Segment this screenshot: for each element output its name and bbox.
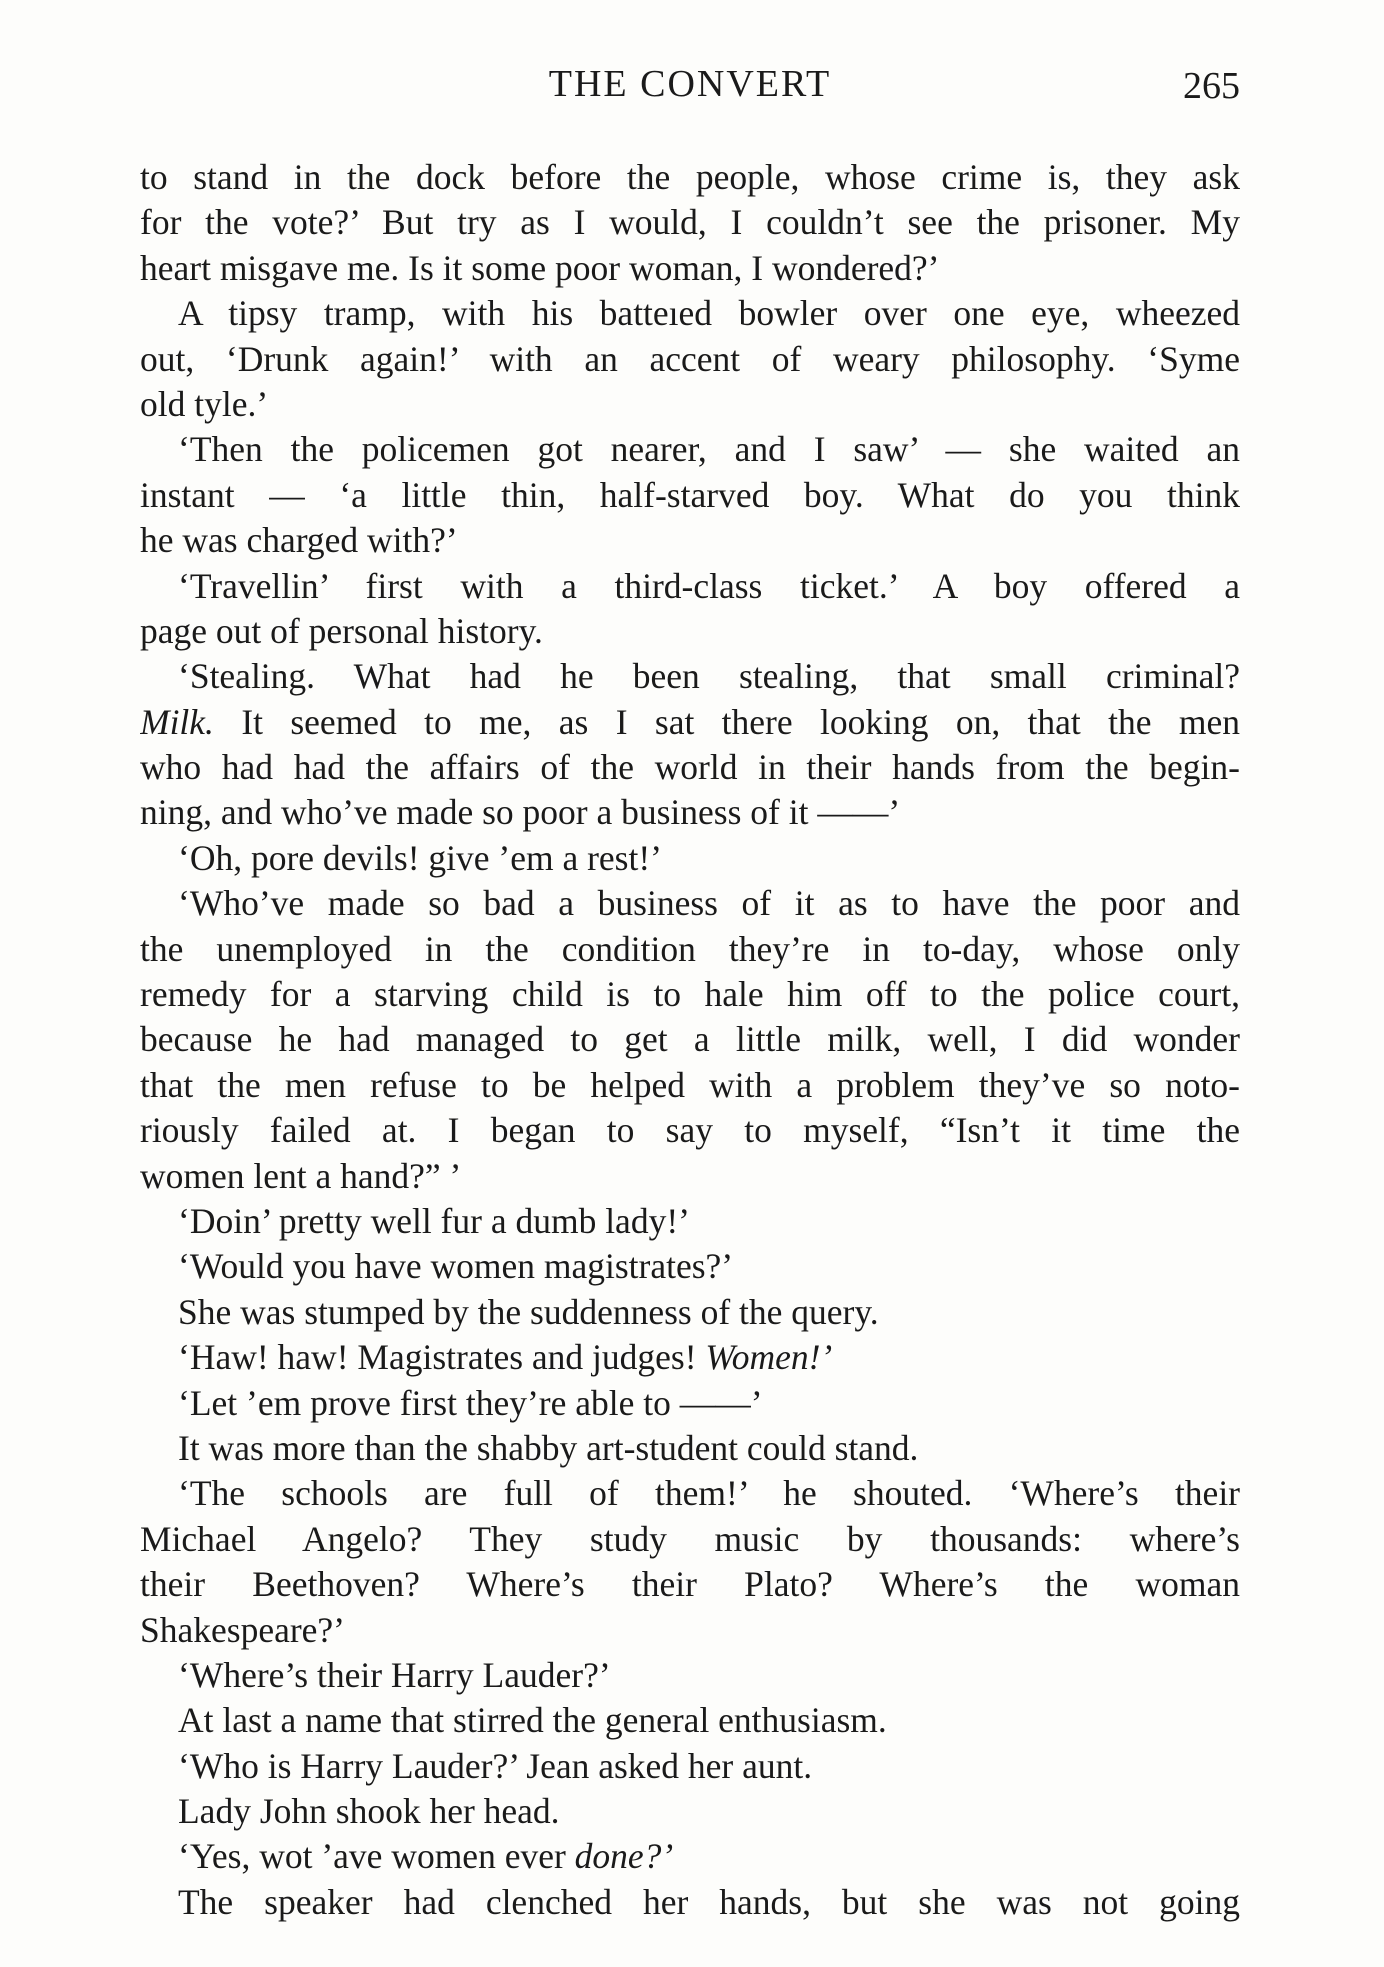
text-line: ning, and who’ve made so poor a business of it ——’ bbox=[140, 792, 901, 833]
running-title: THE CONVERT bbox=[548, 63, 832, 105]
italic-word: Milk. bbox=[140, 701, 214, 742]
text-line: She was stumped by the suddenness of the query. bbox=[178, 1291, 879, 1332]
text-line: their Beethoven? Where’s their Plato? Where’s the woman bbox=[140, 1564, 1240, 1605]
text-line: At last a name that stirred the general enthusiasm. bbox=[178, 1700, 887, 1741]
text-line: because he had managed to get a little milk, well, I did wonder bbox=[140, 1019, 1240, 1060]
text-line: for the vote?’ But try as I would, I couldn’t see the prisoner. My bbox=[140, 202, 1240, 243]
text-line: Shakespeare?’ bbox=[140, 1609, 345, 1650]
text-line: the unemployed in the condition they’re in to-day, whose only bbox=[140, 928, 1240, 969]
text-line: It was more than the shabby art-student could stand. bbox=[178, 1427, 919, 1468]
text-line: Milk. It seemed to me, as I sat there looking on, that the men bbox=[140, 701, 1240, 742]
text-line: riously failed at. I began to say to myself, “Isn’t it time the bbox=[140, 1110, 1240, 1151]
text-line: out, ‘Drunk again!’ with an accent of weary philosophy. ‘Syme bbox=[140, 338, 1240, 379]
text-line: ‘The schools are full of them!’ he shouted. ‘Where’s their bbox=[178, 1473, 1240, 1514]
text-line: ‘Who’ve made so bad a business of it as to have the poor and bbox=[178, 883, 1240, 924]
text-line: ‘Who is Harry Lauder?’ Jean asked her aunt. bbox=[178, 1745, 813, 1786]
text-line: ‘Where’s their Harry Lauder?’ bbox=[178, 1654, 611, 1695]
text-line: who had had the affairs of the world in their hands from the begin- bbox=[140, 747, 1240, 788]
text-line: remedy for a starving child is to hale him off to the police court, bbox=[140, 974, 1240, 1015]
text-line: heart misgave me. Is it some poor woman, I wondered?’ bbox=[140, 247, 940, 288]
text-line: ‘Doin’ pretty well fur a dumb lady!’ bbox=[178, 1200, 690, 1241]
text-line: ‘Stealing. What had he been stealing, that small criminal? bbox=[178, 656, 1240, 697]
text-line: Michael Angelo? They study music by thousands: where’s bbox=[140, 1518, 1240, 1559]
text-line: ‘Travellin’ first with a third-class ticket.’ A boy offered a bbox=[178, 565, 1240, 606]
italic-word: Women!’ bbox=[705, 1337, 833, 1378]
page-number: 265 bbox=[1183, 65, 1240, 107]
text-line: page out of personal history. bbox=[140, 610, 543, 651]
text-line: ‘Yes, wot ’ave women ever done?’ bbox=[178, 1836, 674, 1877]
text-line: The speaker had clenched her hands, but she was not going bbox=[178, 1881, 1240, 1922]
body-text bbox=[140, 155, 1240, 1925]
text-line: ‘Let ’em prove first they’re able to ——’ bbox=[178, 1382, 763, 1423]
text-line: to stand in the dock before the people, whose crime is, they ask bbox=[140, 157, 1240, 197]
page-header bbox=[140, 58, 1240, 108]
text-line: old tyle.’ bbox=[140, 383, 269, 424]
text-line: instant — ‘a little thin, half-starved boy. What do you think bbox=[140, 474, 1240, 515]
text-line: ‘Haw! haw! Magistrates and judges! Women!’ bbox=[178, 1337, 833, 1378]
text-line: that the men refuse to be helped with a problem they’ve so noto- bbox=[140, 1064, 1240, 1105]
text-line: ‘Then the policemen got nearer, and I saw’ — she waited an bbox=[178, 429, 1240, 470]
text-line: A tipsy tramp, with his batteıed bowler over one eye, wheezed bbox=[178, 293, 1240, 334]
text-line: women lent a hand?” ’ bbox=[140, 1155, 462, 1196]
text-line: he was charged with?’ bbox=[140, 520, 458, 561]
italic-word: done?’ bbox=[574, 1836, 674, 1877]
text-line: Lady John shook her head. bbox=[178, 1791, 560, 1832]
text-line: ‘Would you have women magistrates?’ bbox=[178, 1246, 734, 1287]
text-line: ‘Oh, pore devils! give ’em a rest!’ bbox=[178, 837, 662, 878]
